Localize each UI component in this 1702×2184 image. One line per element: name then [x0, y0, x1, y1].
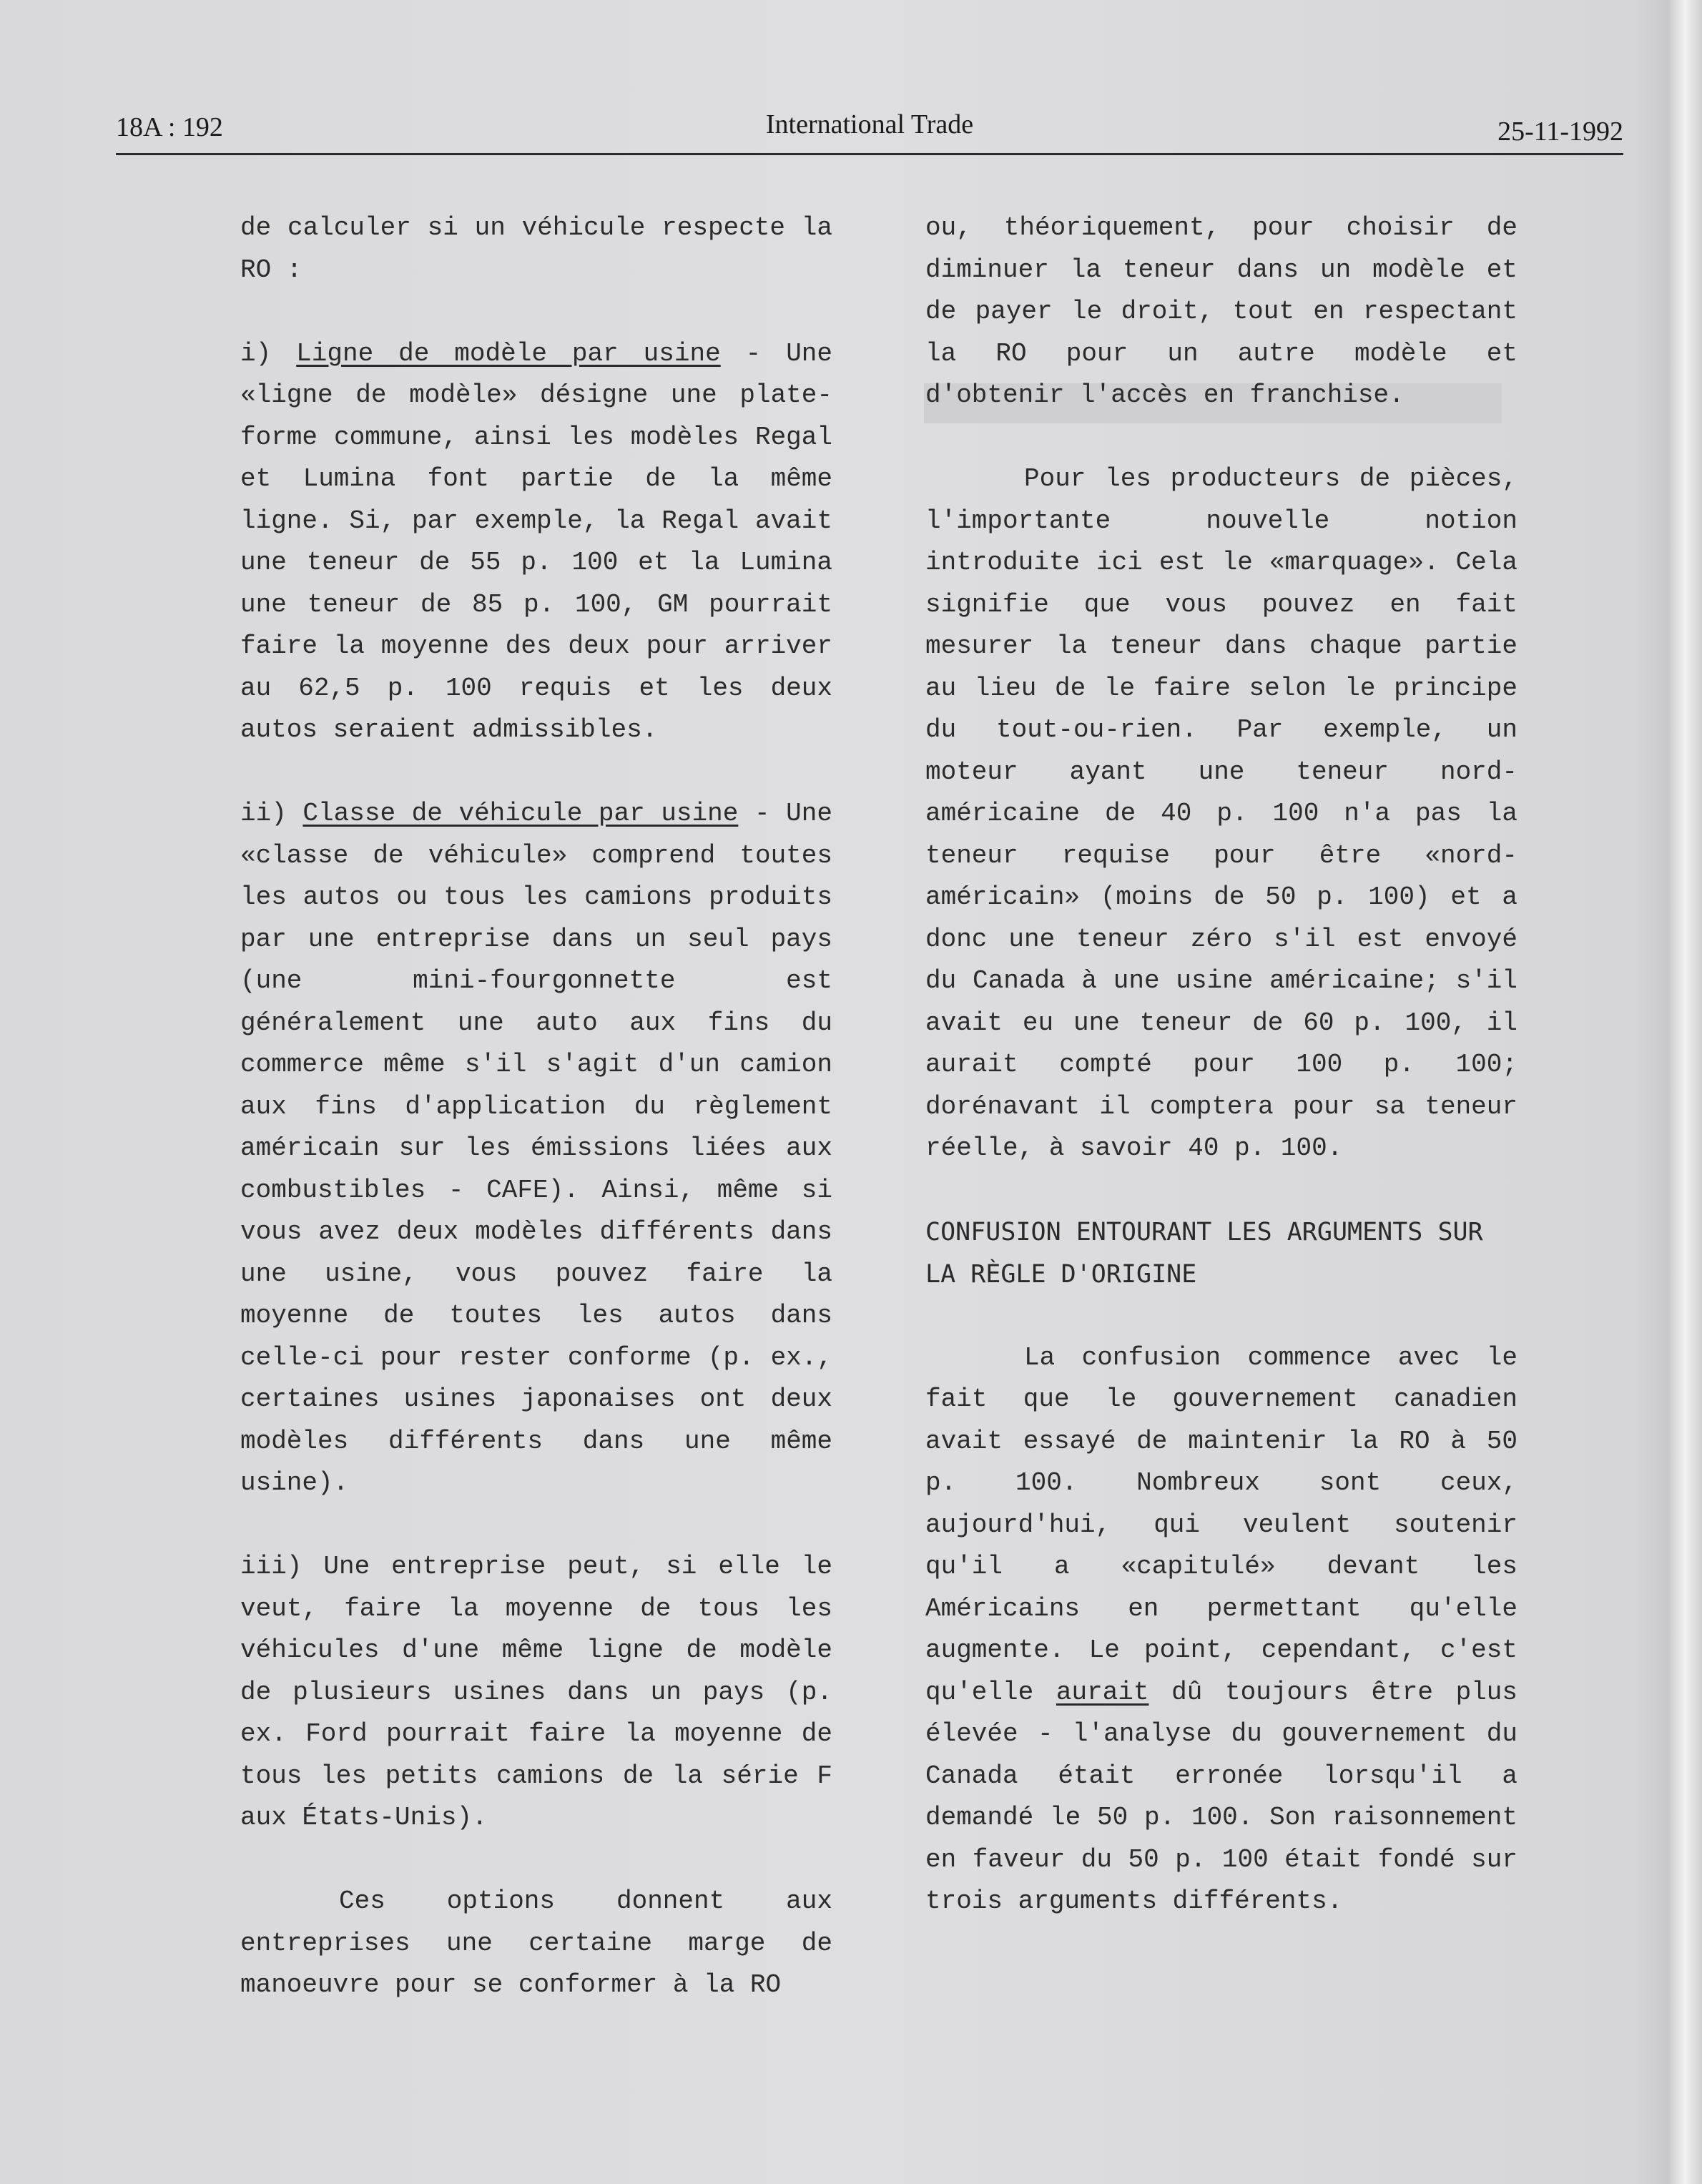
emphasized-word: aurait: [1056, 1677, 1149, 1707]
section-heading: [925, 1211, 1517, 1295]
page-header: [116, 107, 1623, 157]
header-date: 25-11-1992: [1497, 117, 1623, 147]
text-before: La confusion commence avec le fait que le gouvernement canadien avait essayé de maintenir la RO à 50 p. 100. Nombreux sont ceux, aujourd'hui, qui veulent soutenir qu'il a «capitulé» devant les Américains en permettant qu'elle augmente. Le point, cependant, c'est qu'elle: [925, 1342, 1517, 1707]
item-title: Ligne de modèle par usine: [296, 338, 721, 368]
paragraph-continuation: ou, théoriquement, pour choisir de diminuer la teneur dans un modèle et de payer le droit, tout en respectant la RO pour un autre modèle et d'obtenir l'accès en franchise.: [925, 213, 1517, 410]
heading-line-2: LA RÈGLE D'ORIGINE: [925, 1259, 1197, 1289]
paragraph-classe-de-vehicule: [240, 793, 832, 1505]
right-column: [925, 207, 1517, 1964]
paragraph-producteurs: Pour les producteurs de pièces, l'importante nouvelle notion introduite ici est le «marquage». Cela signifie que vous pouvez en fait mesurer la teneur dans chaque partie au lieu de le faire selon le principe du tout-ou-rien. Par exemple, un moteur ayant une teneur nord-américaine de 40 p. 100 n'a pas la teneur requise pour être «nord-américain» (moins de 50 p. 100) et a donc une teneur zéro s'il est envoyé du Canada à une usine américaine; s'il avait eu une teneur de 60 p. 100, il aurait compté pour 100 p. 100; dorénavant il comptera pour sa teneur réelle, à savoir 40 p. 100.: [925, 464, 1517, 1163]
running-title: International Trade: [765, 109, 974, 139]
paragraph-item-iii: iii) Une entreprise peut, si elle le veut, faire la moyenne de tous les véhicules d'une même ligne de modèle de plusieurs usines dans un pays (p. ex. Ford pourrait faire la moyenne de tous les petits camions de la série F aux États-Unis).: [240, 1552, 832, 1832]
item-label: ii): [240, 799, 303, 828]
paragraph-ligne-de-modele: [240, 333, 832, 752]
text-after: dû toujours être plus élevée - l'analyse du gouvernement du Canada était erronée lorsqu'il a demandé le 50 p. 100. Son raisonnement en faveur du 50 p. 100 était fondé sur trois arguments différents.: [925, 1677, 1518, 1916]
page-number: 18A : 192: [116, 112, 223, 142]
item-text: - Une «classe de véhicule» comprend toutes les autos ou tous les camions produits par une entreprise dans un seul pays (une mini-fourgonnette est généralement une auto aux fins du commerce même s'il s'agit d'un camion aux fins d'application du règlement américain sur les émissions liées aux combustibles - CAFE). Ainsi, même si vous avez deux modèles différents dans une usine, vous pouvez faire la moyenne de toutes les autos dans celle-ci pour rester conforme (p. ex., certaines usines japonaises ont deux modèles différents dans une même usine).: [240, 799, 832, 1497]
heading-line-1: CONFUSION ENTOURANT LES ARGUMENTS SUR: [925, 1218, 1483, 1246]
item-label: i): [240, 338, 297, 368]
item-text: - Une «ligne de modèle» désigne une plate-forme commune, ainsi les modèles Regal et Lumina font partie de la même ligne. Si, par exemple, la Regal avait une teneur de 55 p. 100 et la Lumina une teneur de 85 p. 100, GM pourrait faire la moyenne des deux pour arriver au 62,5 p. 100 requis et les deux autos seraient admissibles.: [240, 338, 832, 744]
header-rule: [116, 153, 1623, 155]
left-column: [240, 207, 832, 2048]
item-title: Classe de véhicule par usine: [302, 799, 739, 828]
paragraph-intro: de calculer si un véhicule respecte la RO :: [240, 213, 832, 285]
paragraph-options: Ces options donnent aux entreprises une certaine marge de manoeuvre pour se conformer à la RO: [240, 1887, 832, 1999]
paragraph-confusion: [925, 1337, 1517, 1923]
